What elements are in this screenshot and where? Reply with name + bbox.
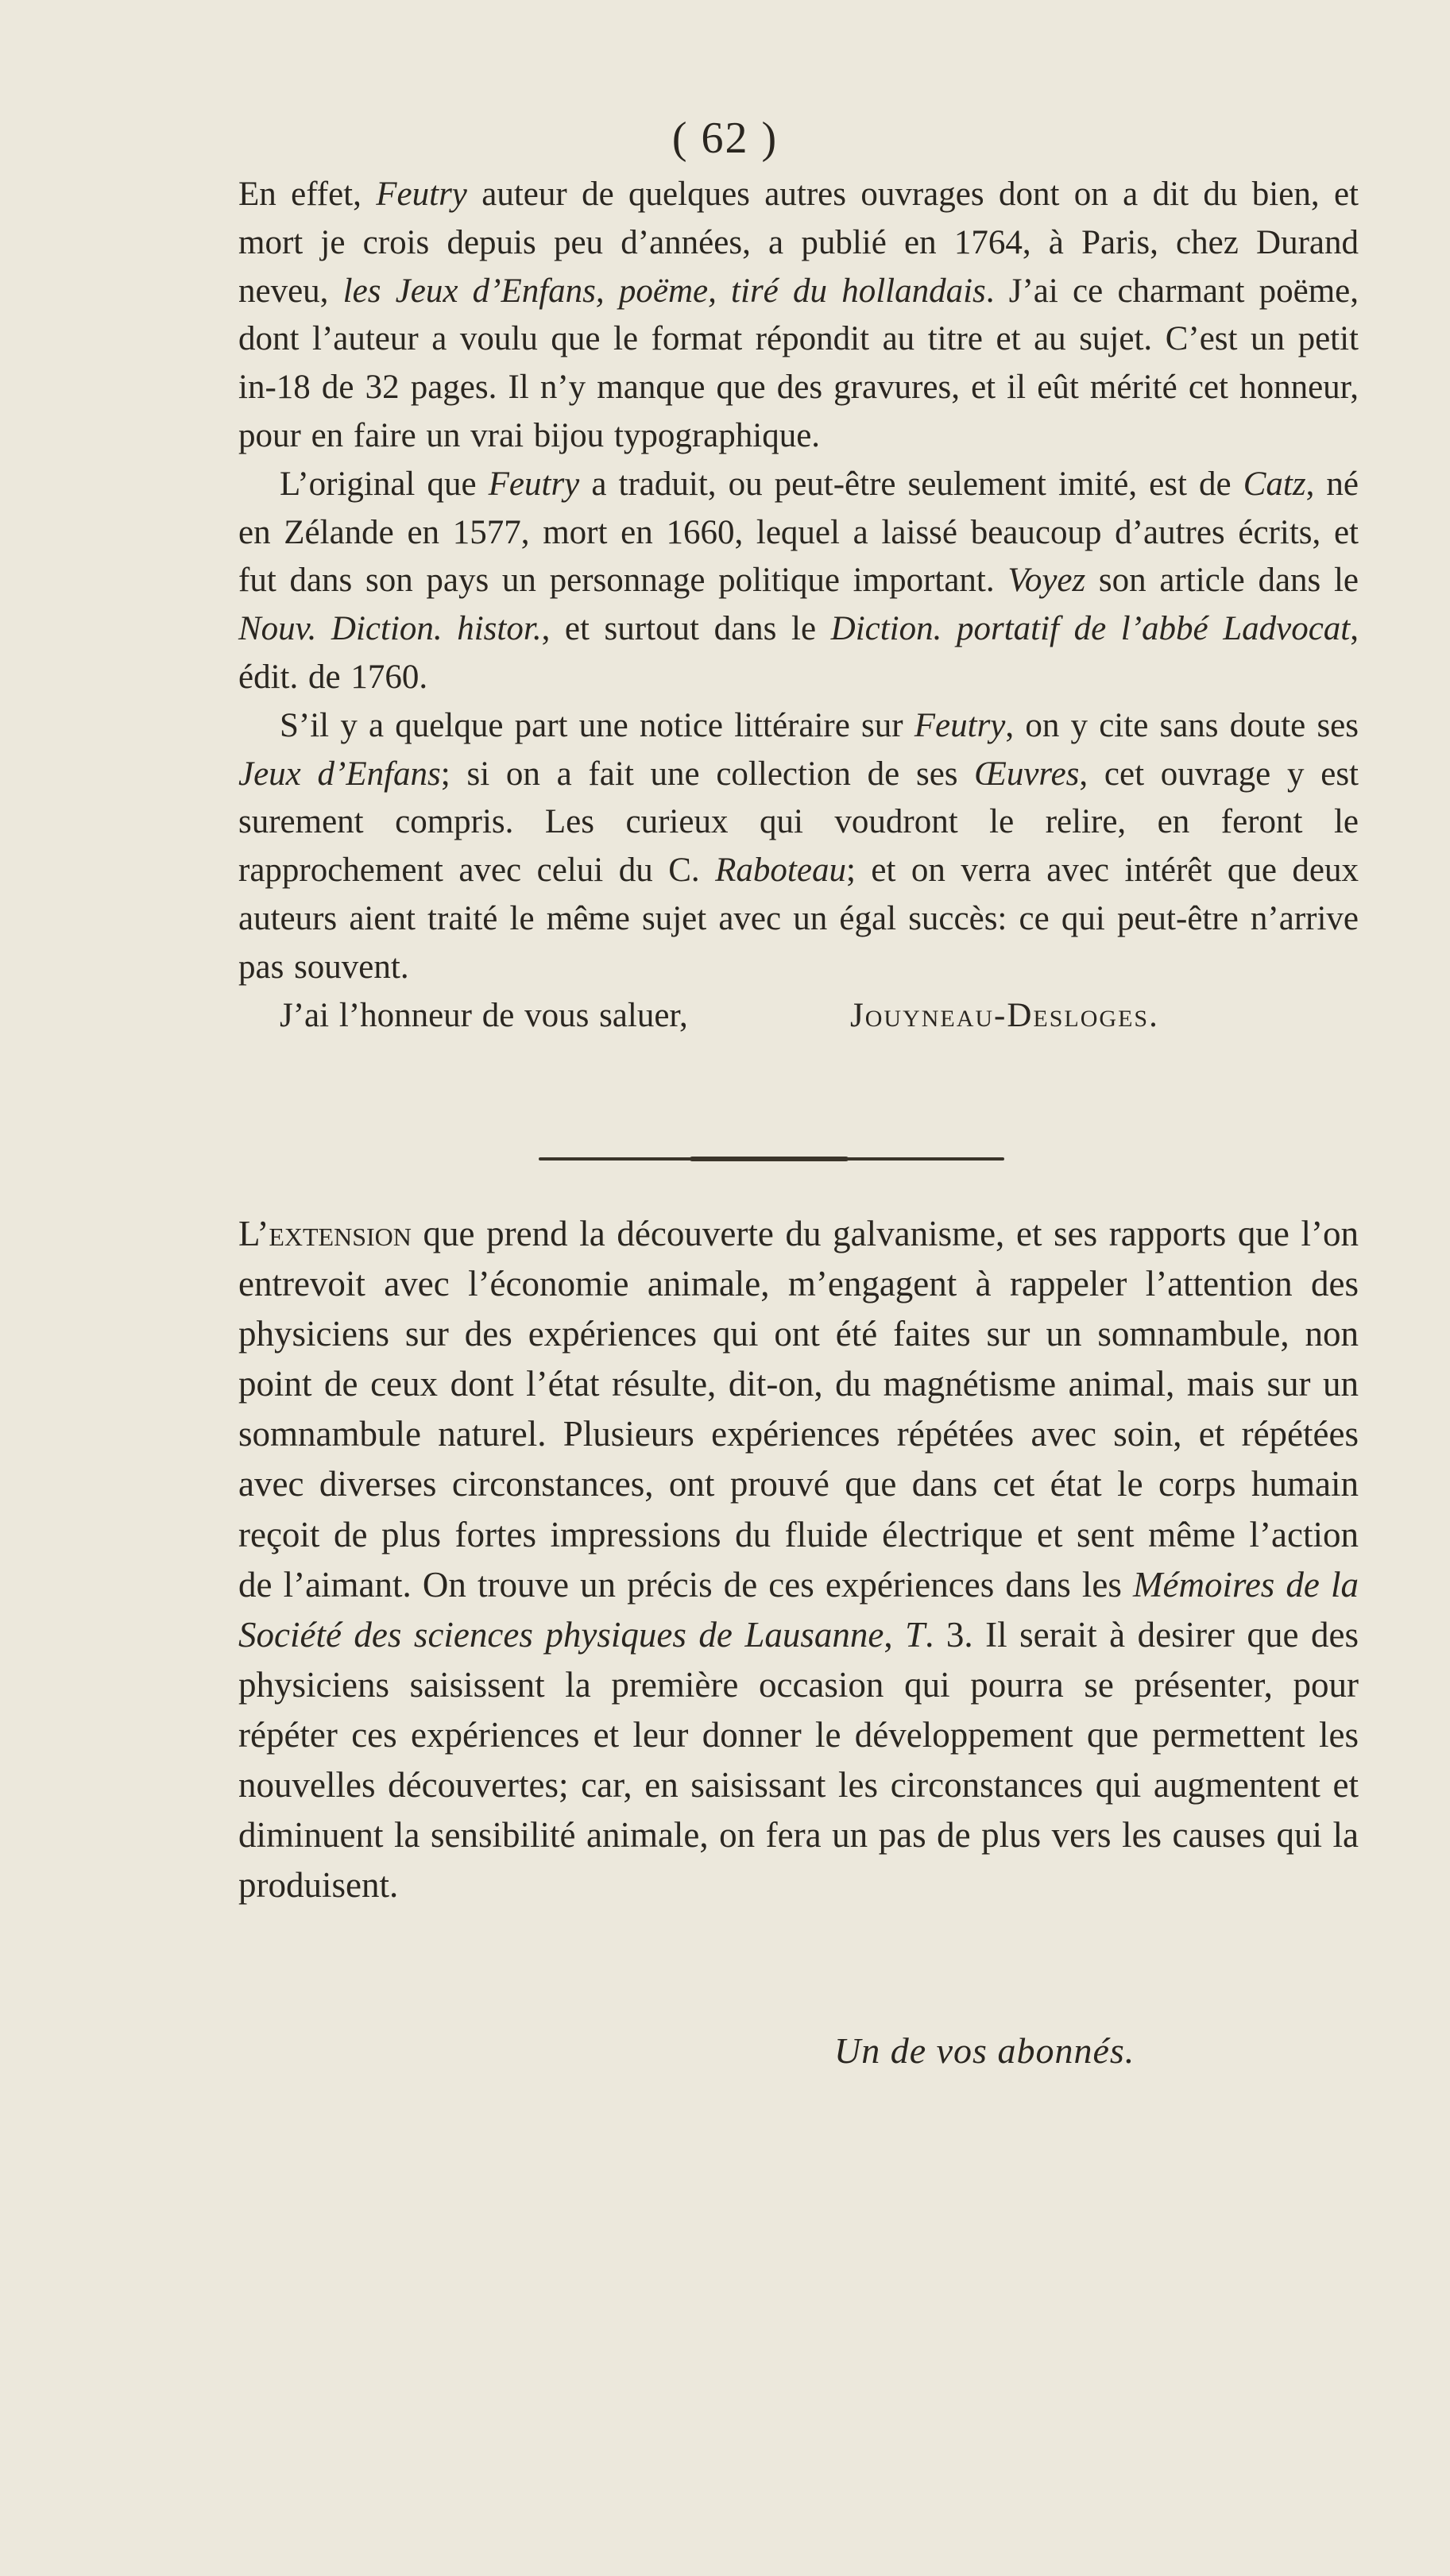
text-run: , né en Zélande en 1577, mort en 1660, lequel a laissé beaucoup d’autres écrits, et fut dans son pays un personnage politique important. (238, 465, 1359, 600)
italic-run: Raboteau (715, 852, 846, 890)
italic-run: Diction. portatif de l’abbé Ladvocat (830, 610, 1351, 648)
lead-word: L’extension (238, 1214, 412, 1253)
paragraph (238, 702, 1359, 992)
signature: Un de vos abonnés. (834, 2030, 1135, 2071)
text-run: auteur de quelques autres ouvrages dont on a dit du bien, et mort je crois depuis peu d’années, a publié en 1764, à Paris, chez Durand neveu, (238, 176, 1359, 310)
paragraph-text (238, 1214, 1359, 1905)
text-run: , édit. de 1760. (238, 610, 1359, 696)
text-run: , (884, 1614, 906, 1655)
text-run: ; si on a fait une collection de ses (440, 755, 975, 793)
signature: Jouyneau-Desloges. (850, 996, 1159, 1034)
italic-run: Feutry (376, 176, 467, 213)
letter-feutry (238, 171, 1359, 1040)
closing-text: J’ai l’honneur de vous saluer, (280, 996, 688, 1034)
italic-run: Jeux d’Enfans (238, 755, 441, 793)
italic-run: Mémoires de la Société des sciences physiques de Lausanne (238, 1564, 1359, 1655)
paragraph (238, 1209, 1359, 1910)
italic-run: Feutry (488, 465, 580, 503)
closing-line (238, 992, 1359, 1041)
text-run: , et surtout dans le (541, 610, 831, 648)
text-run: son article dans le (1085, 562, 1359, 600)
page-number: ( 62 ) (671, 114, 779, 163)
italic-run: Nouv. Diction. histor. (238, 610, 542, 648)
italic-run: Œuvres (974, 755, 1080, 793)
text-run: S’il y a quelque part une notice littéraire sur (280, 706, 914, 744)
paragraph (238, 171, 1359, 461)
section-divider (539, 1157, 1004, 1161)
paragraph (238, 461, 1359, 702)
text-run: , on y cite sans doute ses (1005, 706, 1359, 744)
italic-run: T (905, 1614, 926, 1655)
text-run: , cet ouvrage y est surement compris. Les curieux qui voudront le relire, en feront le rapprochement avec celui du C. (238, 755, 1359, 890)
text-run: En effet, (238, 176, 377, 213)
text-run: L’original que (280, 465, 489, 503)
italic-run: les Jeux d’Enfans, poëme, tiré du hollandais (342, 272, 986, 310)
text-run: ; et on verra avec intérêt que deux auteurs aient traité le même sujet avec un égal succès: ce qui peut-être n’arrive pas souvent. (238, 852, 1359, 986)
letter-galvanisme (238, 1209, 1359, 1910)
text-run: . 3. Il serait à desirer que des physiciens saisissent la première occasion qui pourra se présenter, pour répéter ces expériences et leur donner le développement que permettent les nouvelles découvertes; car, en saisissant les circonstances qui augmentent et diminuent la sensibilité animale, on fera un pas de plus vers les causes qui la produisent. (238, 1614, 1359, 1906)
text-run: . J’ai ce charmant poëme, dont l’auteur a voulu que le format répondit au titre et au sujet. C’est un petit in-18 de 32 pages. Il n’y manque que des gravures, et il eût mérité cet honneur, pour en faire un vrai bijou typographique. (238, 272, 1359, 454)
italic-run: Feutry (914, 706, 1006, 744)
text-run: que prend la découverte du galvanisme, et ses rapports que l’on entrevoit avec l’économie animale, m’engagent à rappeler l’attention des physiciens sur des expériences qui ont été faites sur un somnambule, non point de ceux dont l’état résulte, dit-on, du magnétisme animal, mais sur un somnambule naturel. Plusieurs expériences répétées avec soin, et répétées avec diverses circonstances, ont prouvé que dans cet état le corps humain reçoit de plus fortes impressions du fluide électrique et sent même l’action de l’aimant. On trouve un précis de ces expériences dans les (238, 1214, 1359, 1605)
italic-run: Voyez (1007, 562, 1086, 600)
italic-run: Catz (1243, 465, 1306, 503)
text-run: a traduit, ou peut-être seulement imité, est de (579, 465, 1243, 503)
